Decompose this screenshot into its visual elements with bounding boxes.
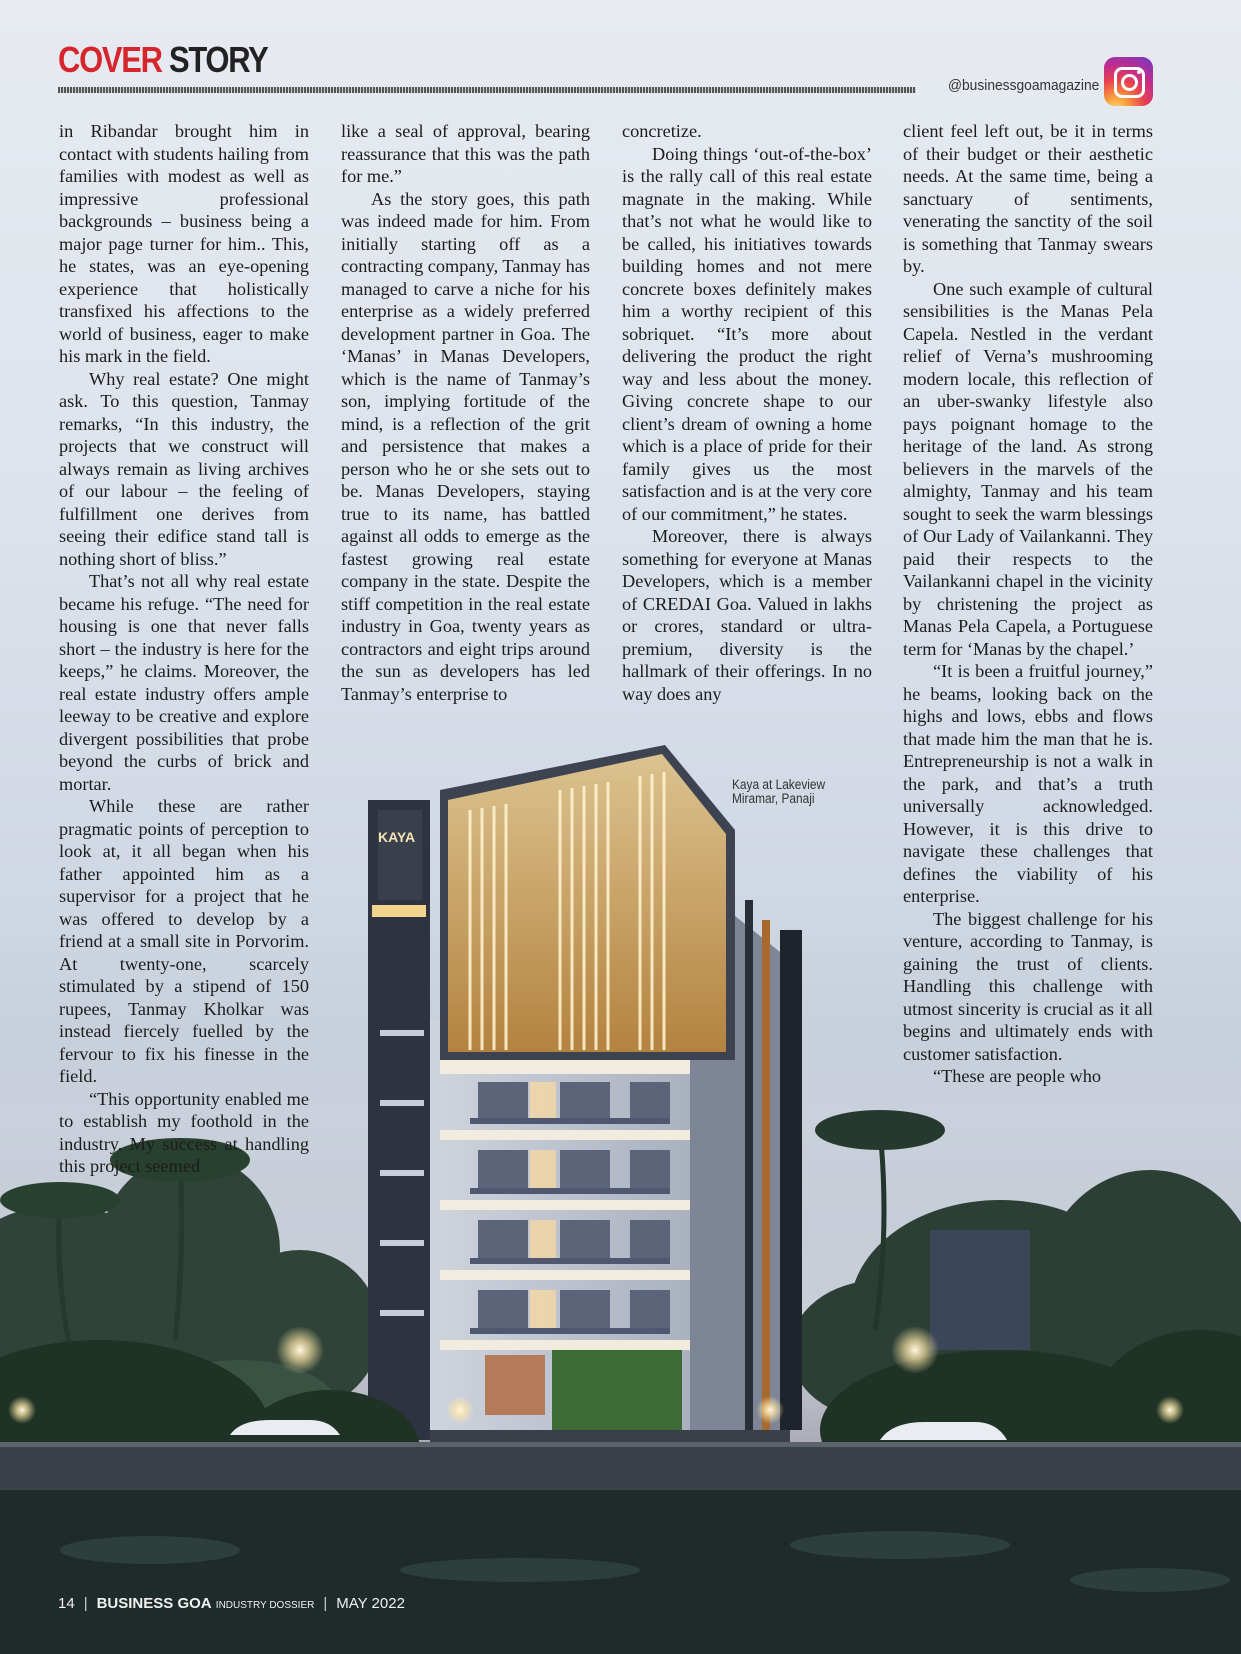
article-column-3 — [622, 120, 872, 705]
paragraph: Why real estate? One might ask. To this question, Tanmay remarks, “In this industry, the projects that we construct will always remain as living archives of our labour – the feeling of fulfillment one derives from seeing their edifice stand tall is nothing short of bliss.” — [59, 368, 309, 569]
paragraph: As the story goes, this path was indeed made for him. From initially starting off as a contracting company, Tanmay has managed to carve a niche for his enterprise as a widely preferred development partner in Goa. The ‘Manas’ in Manas Developers, which is the name of Tanmay’s son, implying fortitude of the mind, is a reflection of the grit and persistence that makes a person who he or she sets out to be. Manas Developers, staying true to its name, has battled against all odds to emerge as the fastest growing real estate company in the state. Despite the stiff competition in the real estate industry in Goa, twenty years as contractors and eight trips around the sun as developers has led Tanmay’s enterprise to — [341, 188, 590, 704]
magazine-name: BUSINESS GOA — [96, 1595, 212, 1612]
image-caption — [732, 778, 825, 806]
paragraph: “It is been a fruitful journey,” he beams, looking back on the highs and lows, ebbs and flows that made him the man that he is. Entrepreneurship is not a walk in the park, and that’s a truth universally acknowledged. However, it is this drive to navigate these challenges that defines the viability of his enterprise. — [903, 661, 1153, 906]
page-footer: 14 | BUSINESS GOA INDUSTRY DOSSIER | MAY 2022 — [58, 1595, 405, 1612]
caption-line-1: Kaya at Lakeview — [732, 777, 826, 792]
social-handle: @businessgoamagazine — [948, 77, 1100, 94]
article-column-2 — [341, 120, 590, 705]
issue-date: MAY 2022 — [336, 1595, 405, 1612]
paragraph: in Ribandar brought him in contact with students hailing from families with modest as well as impressive professional backgrounds – business being a major page turner for him.. This, he states, was an eye-opening experience that holistically transfixed his affections to the world of business, eager to make his mark in the field. — [59, 121, 309, 366]
paragraph: While these are rather pragmatic points of perception to look at, it all began when his father appointed him as a supervisor for a project that he was offered to develop by a friend at a small site in Porvorim. At twenty-one, scarcely stimulated by a stipend of 150 rupees, Tanmay Kholkar was instead fiercely fuelled by the fervour to fix his finesse in the field. — [59, 796, 309, 1086]
paragraph: “These are people who — [933, 1066, 1102, 1086]
paragraph: Doing things ‘out-of-the-box’ is the rally call of this real estate magnate in the making. While that’s not what he would like to be called, his initiatives towards building homes and not mere concrete boxes definitely makes him a worthy recipient of this sobriquet. “It’s more about delivering the product the right way and less about the money. Giving concrete shape to our client’s dream of owning a home which is a place of pride for their family gives us the most satisfaction and is at the very core of our commitment,” he states. — [622, 143, 872, 524]
paragraph: “This opportunity enabled me to establish my foothold in the industry. My success at handling this project seemed — [59, 1088, 309, 1176]
paragraph: One such example of cultural sensibilities is the Manas Pela Capela. Nestled in the verdant relief of Verna’s mushrooming modern locale, this reflection of an uber-swanky lifestyle also pays poignant homage to the heritage of the land. As strong believers in the marvels of the almighty, Tanmay and his team sought to seek the warm blessings of Our Lady of Vailankanni. They paid their respects to the Vailankanni chapel in the vicinity by christening the project as Manas Pela Capela, a Portuguese term for ‘Manas by the chapel.’ — [903, 278, 1153, 659]
paragraph: The biggest challenge for his venture, according to Tanmay, is gaining the trust of clients. Handling this challenge with utmost sincerity is crucial as it all begins and ultimately ends with customer satisfaction. — [903, 908, 1153, 1064]
page-number: 14 — [58, 1595, 75, 1612]
article-column-1 — [59, 120, 309, 1178]
paragraph: concretize. — [622, 121, 702, 141]
paragraph: That’s not all why real estate became his refuge. “The need for housing is one that never falls short – the industry is here for the keeps,” he claims. Moreover, the real estate industry offers ample leeway to be creative and explore divergent possibilities that probe beyond the curbs of brick and mortar. — [59, 571, 309, 794]
section-name: INDUSTRY DOSSIER — [215, 1600, 315, 1611]
section-title — [58, 39, 268, 80]
header-rule — [58, 87, 916, 93]
building-sign: KAYA — [378, 829, 416, 845]
paragraph: Moreover, there is always something for everyone at Manas Developers, which is a member of CREDAI Goa. Valued in lakhs or crores, standard or ultra-premium, diversity is the hallmark of their offerings. In no way does any — [622, 526, 872, 704]
paragraph: like a seal of approval, bearing reassurance that this was the path for me.” — [341, 121, 590, 186]
section-title-accent: COVER — [58, 39, 162, 80]
paragraph: client feel left out, be it in terms of their budget or their aesthetic needs. At the same time, being a sanctuary of sentiments, venerating the sanctity of the soil is something that Tanmay swears by. — [903, 121, 1153, 276]
section-title-rest: STORY — [168, 39, 268, 80]
instagram-icon — [1104, 57, 1153, 106]
caption-line-2: Miramar, Panaji — [732, 791, 815, 806]
article-column-4 — [903, 120, 1153, 1088]
